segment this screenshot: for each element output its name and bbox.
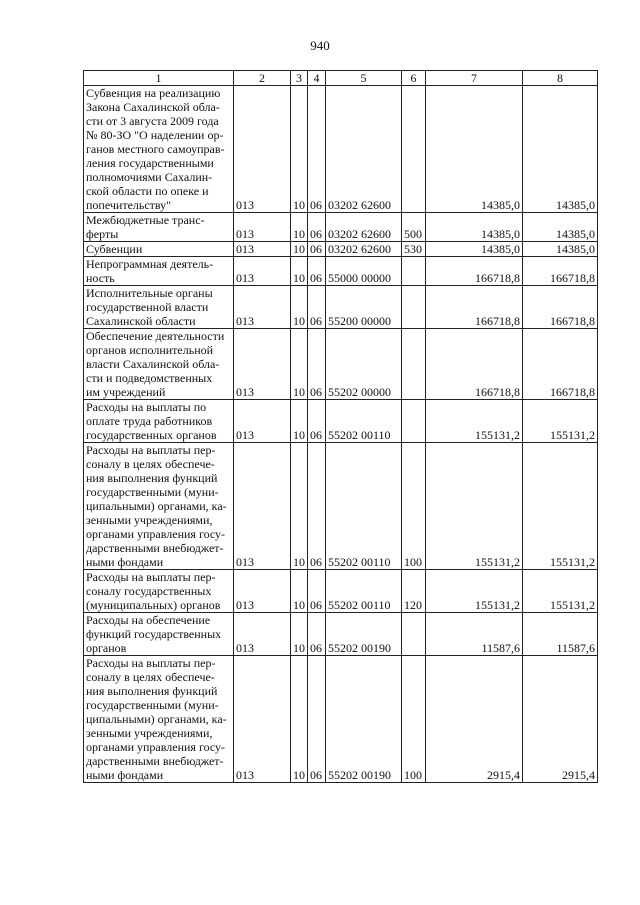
table-cell: 10 [291, 242, 308, 257]
table-cell: 155131,2 [426, 443, 523, 570]
table-cell: 013 [234, 443, 291, 570]
table-cell [402, 86, 426, 213]
row-description: Субвенция на реализацию Закона Сахалинской обла- сти от 3 августа 2009 года № 80-ЗО "О наделении ор- ганов местного самоуправ- ления государственными полномочиями Сахалин- ской области по опеке и попечительству" [84, 86, 234, 213]
table-cell: 013 [234, 570, 291, 613]
row-description: Субвенции [84, 242, 234, 257]
table-row [84, 286, 598, 329]
table-cell: 100 [402, 656, 426, 783]
table-row [84, 213, 598, 242]
table-cell: 10 [291, 286, 308, 329]
table-cell: 10 [291, 570, 308, 613]
table-cell [402, 329, 426, 400]
table-cell: 155131,2 [426, 570, 523, 613]
table-cell: 55202 00110 [326, 570, 402, 613]
table-cell: 14385,0 [523, 213, 598, 242]
table-cell: 14385,0 [523, 86, 598, 213]
page-number: 940 [310, 38, 330, 53]
table-header-row [84, 71, 598, 86]
table-cell: 06 [308, 570, 326, 613]
row-description: Расходы на выплаты пер- соналу в целях обеспече- ния выполнения функций государственными (муни- ципальными) органами, ка- зенными учреждениями, органами управления госу- дарственными внебюджет- ными фондами [84, 656, 234, 783]
table-cell [402, 286, 426, 329]
table-cell: 14385,0 [426, 86, 523, 213]
table-cell: 06 [308, 400, 326, 443]
table-cell: 55202 00110 [326, 400, 402, 443]
table-cell: 013 [234, 86, 291, 213]
table-cell: 14385,0 [426, 213, 523, 242]
row-description: Исполнительные органы государственной власти Сахалинской области [84, 286, 234, 329]
table-cell: 10 [291, 329, 308, 400]
table-cell: 500 [402, 213, 426, 242]
table-cell: 11587,6 [523, 613, 598, 656]
table-cell: 166718,8 [426, 329, 523, 400]
row-description: Расходы на выплаты пер- соналу государственных (муниципальных) органов [84, 570, 234, 613]
table-cell: 166718,8 [426, 257, 523, 286]
table-cell: 166718,8 [523, 286, 598, 329]
table-cell: 155131,2 [523, 570, 598, 613]
table-cell: 10 [291, 613, 308, 656]
table-cell: 2915,4 [523, 656, 598, 783]
column-header: 4 [308, 71, 326, 86]
table-cell: 166718,8 [426, 286, 523, 329]
table-cell: 013 [234, 329, 291, 400]
table-cell: 06 [308, 656, 326, 783]
table-cell: 013 [234, 257, 291, 286]
table-cell: 10 [291, 656, 308, 783]
table-cell: 120 [402, 570, 426, 613]
table-cell: 10 [291, 213, 308, 242]
table-cell: 013 [234, 286, 291, 329]
table-cell: 10 [291, 400, 308, 443]
row-description: Расходы на выплаты пер- соналу в целях обеспече- ния выполнения функций государственными (муни- ципальными) органами, ка- зенными учреждениями, органами управления госу- дарственными внебюджет- ными фондами [84, 443, 234, 570]
table-cell: 013 [234, 242, 291, 257]
table-cell: 55000 00000 [326, 257, 402, 286]
table-cell: 166718,8 [523, 329, 598, 400]
column-header: 5 [326, 71, 402, 86]
table-row [84, 656, 598, 783]
table-cell: 14385,0 [426, 242, 523, 257]
table-cell: 03202 62600 [326, 213, 402, 242]
table-cell: 013 [234, 213, 291, 242]
table-cell: 06 [308, 86, 326, 213]
table-cell: 155131,2 [426, 400, 523, 443]
table-cell: 10 [291, 257, 308, 286]
table-cell [402, 400, 426, 443]
table-row [84, 242, 598, 257]
table-cell: 166718,8 [523, 257, 598, 286]
table-cell: 55200 00000 [326, 286, 402, 329]
table-cell: 100 [402, 443, 426, 570]
table-cell: 013 [234, 656, 291, 783]
row-description: Межбюджетные транс- ферты [84, 213, 234, 242]
table-cell: 55202 00110 [326, 443, 402, 570]
row-description: Расходы на выплаты по оплате труда работников государственных органов [84, 400, 234, 443]
table-cell: 06 [308, 286, 326, 329]
table-cell: 14385,0 [523, 242, 598, 257]
table-row [84, 400, 598, 443]
table-cell: 06 [308, 242, 326, 257]
column-header: 8 [523, 71, 598, 86]
table-cell: 155131,2 [523, 443, 598, 570]
column-header: 7 [426, 71, 523, 86]
table-cell: 530 [402, 242, 426, 257]
table-cell: 06 [308, 613, 326, 656]
budget-table [83, 70, 598, 783]
column-header: 1 [84, 71, 234, 86]
row-description: Расходы на обеспечение функций государственных органов [84, 613, 234, 656]
table-cell: 55202 00190 [326, 613, 402, 656]
table-row [84, 613, 598, 656]
row-description: Непрограммная деятель- ность [84, 257, 234, 286]
column-header: 3 [291, 71, 308, 86]
column-header: 6 [402, 71, 426, 86]
table-cell: 013 [234, 400, 291, 443]
table-cell: 155131,2 [523, 400, 598, 443]
table-row [84, 257, 598, 286]
table-row [84, 443, 598, 570]
table-cell [402, 613, 426, 656]
table-cell [402, 257, 426, 286]
table-row [84, 86, 598, 213]
table-row [84, 570, 598, 613]
table-cell: 013 [234, 613, 291, 656]
table-cell: 06 [308, 443, 326, 570]
table-cell: 11587,6 [426, 613, 523, 656]
row-description: Обеспечение деятельности органов исполнительной власти Сахалинской обла- сти и подведомственных им учреждений [84, 329, 234, 400]
table-cell: 55202 00190 [326, 656, 402, 783]
table-cell: 10 [291, 86, 308, 213]
table-cell: 2915,4 [426, 656, 523, 783]
table-cell: 06 [308, 329, 326, 400]
table-cell: 03202 62600 [326, 86, 402, 213]
table-cell: 03202 62600 [326, 242, 402, 257]
table-cell: 10 [291, 443, 308, 570]
table-cell: 06 [308, 213, 326, 242]
table-cell: 06 [308, 257, 326, 286]
column-header: 2 [234, 71, 291, 86]
table-cell: 55202 00000 [326, 329, 402, 400]
table-row [84, 329, 598, 400]
table-body [84, 86, 598, 783]
